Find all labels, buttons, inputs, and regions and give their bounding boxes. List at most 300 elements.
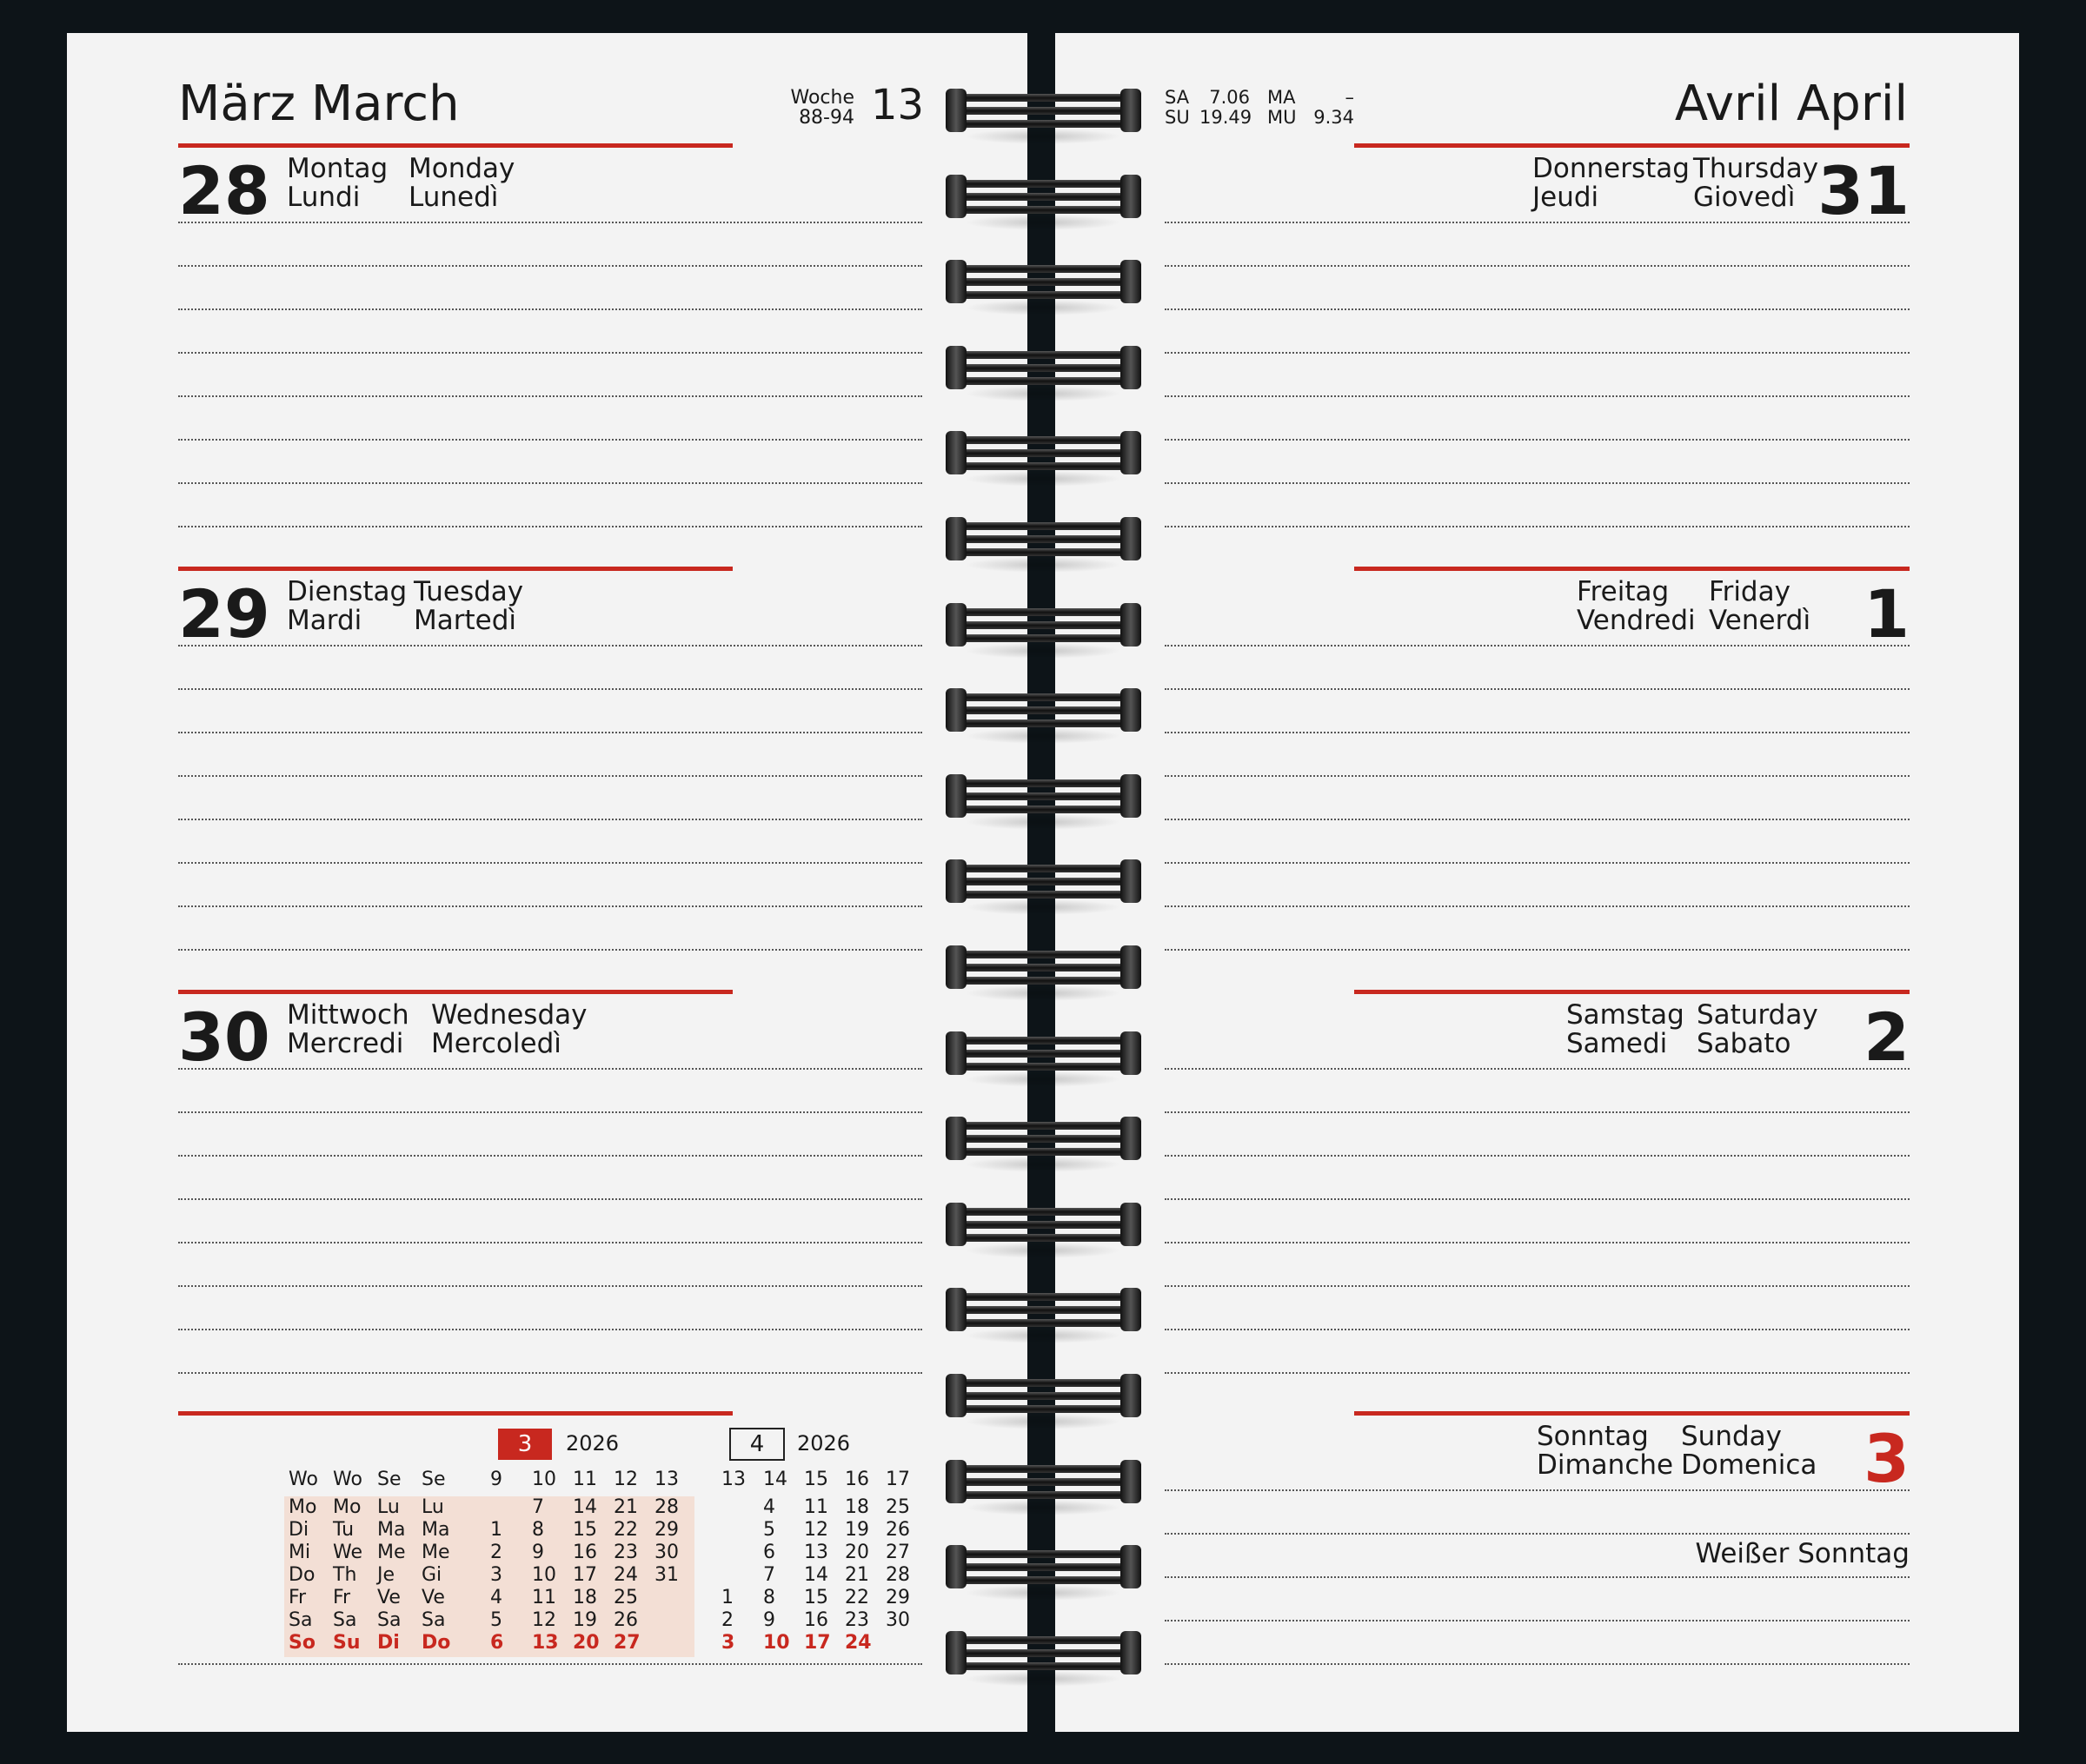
day-name-de: Freitag [1577, 576, 1670, 607]
writing-line [1165, 1533, 1910, 1535]
ring-wire [954, 1576, 1133, 1584]
day-name-en: Monday [409, 153, 515, 184]
ring-cap-right [1120, 1631, 1141, 1674]
calendar-date: 8 [532, 1519, 544, 1541]
ring-wire [954, 462, 1133, 470]
ring-cap-left [946, 346, 967, 389]
calendar-date: 8 [763, 1587, 775, 1608]
ring-wire [954, 1491, 1133, 1499]
calendar-date: 30 [886, 1609, 910, 1631]
writing-line [1165, 222, 1910, 223]
ring-wire [954, 278, 1133, 286]
ring-wire [954, 865, 1133, 872]
calendar-date: 18 [845, 1496, 869, 1518]
ring-wire [954, 291, 1133, 299]
spiral-ring [946, 859, 1141, 903]
writing-line [178, 688, 922, 690]
calendar-weekday-label: Sa [333, 1609, 357, 1631]
ring-cap-left [946, 260, 967, 303]
writing-line [178, 482, 922, 484]
ring-wire [954, 706, 1133, 714]
calendar-weekday-label: Su [333, 1632, 361, 1654]
moon-rise: – [1345, 87, 1354, 108]
calendar-date: 28 [886, 1564, 910, 1586]
ring-cap-left [946, 1374, 967, 1417]
day-number: 28 [178, 152, 270, 229]
ring-wire [954, 1234, 1133, 1242]
calendar-weekday-label: Gi [422, 1564, 442, 1586]
calendar-date: 26 [886, 1519, 910, 1541]
calendar-week-number: 13 [654, 1469, 679, 1490]
calendar-date: 25 [614, 1587, 638, 1608]
calendar-date: 20 [573, 1632, 600, 1654]
calendar-date: 16 [804, 1609, 828, 1631]
day-number: 2 [1863, 998, 1910, 1076]
spiral-ring [946, 688, 1141, 732]
writing-line [178, 308, 922, 310]
calendar-weekday-label: Je [377, 1564, 395, 1586]
spiral-ring [946, 431, 1141, 474]
calendar-date: 14 [804, 1564, 828, 1586]
day-name-it: Lunedì [409, 182, 499, 213]
day-rule [178, 567, 733, 571]
writing-line [1165, 395, 1910, 397]
calendar-header-label: Wo [333, 1469, 362, 1490]
writing-line [1165, 1068, 1910, 1070]
calendar-date: 15 [573, 1519, 597, 1541]
spiral-ring [946, 260, 1141, 303]
calendar-date: 11 [532, 1587, 556, 1608]
week-number: 13 [871, 81, 925, 129]
writing-line [178, 732, 922, 733]
ring-wire [954, 1293, 1133, 1301]
ring-shadow [965, 1328, 1121, 1343]
day-name-it: Domenica [1681, 1449, 1817, 1481]
ring-wire [954, 1662, 1133, 1670]
ring-wire [954, 621, 1133, 629]
ring-wire [954, 120, 1133, 128]
ring-wire [954, 94, 1133, 102]
calendar-date: 1 [721, 1587, 734, 1608]
calendar-weekday-label: Lu [422, 1496, 444, 1518]
ring-shadow [965, 899, 1121, 915]
spiral-ring [946, 1374, 1141, 1417]
month-badge-current: 3 [498, 1429, 552, 1460]
calendar-weekday-label: Tu [333, 1519, 355, 1541]
spiral-ring [946, 1031, 1141, 1075]
ring-shadow [965, 1243, 1121, 1258]
calendar-weekday-label: Mo [333, 1496, 362, 1518]
ring-wire [954, 535, 1133, 543]
calendar-date: 2 [490, 1542, 502, 1563]
day-name-it: Sabato [1697, 1028, 1791, 1059]
calendar-date: 28 [654, 1496, 679, 1518]
sun-label-sa: SA [1165, 87, 1190, 108]
calendar-date: 12 [804, 1519, 828, 1541]
ring-cap-left [946, 517, 967, 560]
writing-line [1165, 1620, 1910, 1621]
calendar-date: 30 [654, 1542, 679, 1563]
ring-cap-left [946, 774, 967, 818]
ring-cap-left [946, 1460, 967, 1503]
calendar-date: 14 [573, 1496, 597, 1518]
calendar-date: 7 [532, 1496, 544, 1518]
ring-shadow [965, 300, 1121, 315]
ring-wire [954, 608, 1133, 616]
ring-wire [954, 1636, 1133, 1644]
calendar-weekday-label: Ma [377, 1519, 406, 1541]
ring-wire [954, 548, 1133, 556]
ring-wire [954, 891, 1133, 899]
spiral-ring [946, 603, 1141, 647]
calendar-week-number: 13 [721, 1469, 746, 1490]
calendar-week-number: 16 [845, 1469, 869, 1490]
day-name-fr: Jeudi [1532, 182, 1599, 213]
spiral-ring [946, 774, 1141, 818]
writing-line [1165, 265, 1910, 267]
writing-line [1165, 482, 1910, 484]
calendar-date: 13 [804, 1542, 828, 1563]
day-name-de: Samstag [1566, 999, 1684, 1031]
calendar-date: 3 [721, 1632, 735, 1654]
writing-line [1165, 439, 1910, 441]
calendar-date: 17 [804, 1632, 831, 1654]
ring-cap-right [1120, 1545, 1141, 1588]
writing-line [178, 1372, 922, 1374]
writing-line [178, 1155, 922, 1157]
month-year-next: 2026 [797, 1431, 851, 1456]
writing-line [178, 1242, 922, 1243]
day-rule [1354, 990, 1910, 994]
writing-line [1165, 352, 1910, 354]
ring-wire [954, 1478, 1133, 1486]
calendar-header-label: Se [422, 1469, 446, 1490]
calendar-week-number: 14 [763, 1469, 787, 1490]
calendar-date: 18 [573, 1587, 597, 1608]
spiral-ring [946, 1631, 1141, 1674]
ring-wire [954, 107, 1133, 115]
ring-shadow [965, 557, 1121, 573]
calendar-date: 10 [763, 1632, 790, 1654]
writing-line [178, 1285, 922, 1287]
calendar-date: 23 [614, 1542, 638, 1563]
calendar-weekday-label: Me [422, 1542, 450, 1563]
calendar-date: 25 [886, 1496, 910, 1518]
day-name-de: Donnerstag [1532, 153, 1690, 184]
calendar-week-number: 15 [804, 1469, 828, 1490]
ring-cap-right [1120, 1460, 1141, 1503]
ring-cap-left [946, 1031, 967, 1075]
ring-cap-right [1120, 1031, 1141, 1075]
sun-set: 19.49 [1199, 107, 1252, 128]
writing-line [178, 265, 922, 267]
ring-cap-left [946, 1288, 967, 1331]
day-name-en: Thursday [1693, 153, 1819, 184]
ring-wire [954, 1063, 1133, 1071]
day-number: 1 [1863, 575, 1910, 653]
ring-wire [954, 351, 1133, 359]
spiral-ring [946, 1117, 1141, 1160]
ring-cap-right [1120, 945, 1141, 989]
calendar-week-number: 12 [614, 1469, 638, 1490]
ring-cap-left [946, 859, 967, 903]
ring-wire [954, 964, 1133, 972]
ring-cap-right [1120, 859, 1141, 903]
ring-shadow [965, 985, 1121, 1001]
calendar-weekday-label: Fr [333, 1587, 351, 1608]
ring-wire [954, 1148, 1133, 1156]
day-name-it: Martedì [414, 605, 517, 636]
ring-cap-right [1120, 688, 1141, 732]
calendar-date: 20 [845, 1542, 869, 1563]
ring-wire [954, 364, 1133, 372]
ring-wire [954, 206, 1133, 214]
ring-cap-right [1120, 260, 1141, 303]
moon-label-ma: MA [1267, 87, 1296, 108]
ring-wire [954, 1135, 1133, 1143]
ring-shadow [965, 1157, 1121, 1172]
ring-cap-left [946, 1545, 967, 1588]
ring-shadow [965, 1671, 1121, 1687]
calendar-date: 16 [573, 1542, 597, 1563]
writing-line [1165, 645, 1910, 647]
ring-cap-left [946, 89, 967, 132]
calendar-weekday-label: Sa [289, 1609, 313, 1631]
calendar-weekday-label: Mi [289, 1542, 311, 1563]
day-name-fr: Mercredi [287, 1028, 404, 1059]
writing-line [178, 439, 922, 441]
writing-line [1165, 1489, 1910, 1491]
calendar-week-number: 11 [573, 1469, 597, 1490]
day-name-en: Wednesday [431, 999, 588, 1031]
calendar-date: 19 [845, 1519, 869, 1541]
ring-wire [954, 806, 1133, 813]
calendar-date: 27 [886, 1542, 910, 1563]
day-name-fr: Dimanche [1537, 1449, 1674, 1481]
ring-wire [954, 377, 1133, 385]
ring-wire [954, 193, 1133, 201]
calendar-date: 3 [490, 1564, 502, 1586]
ring-cap-right [1120, 603, 1141, 647]
spiral-ring [946, 175, 1141, 218]
day-name-en: Saturday [1697, 999, 1818, 1031]
calendar-date: 26 [614, 1609, 638, 1631]
calendar-date: 17 [573, 1564, 597, 1586]
writing-line [1165, 1111, 1910, 1113]
writing-line [1165, 1242, 1910, 1243]
calendar-date: 22 [845, 1587, 869, 1608]
ring-shadow [965, 728, 1121, 744]
ring-cap-right [1120, 1374, 1141, 1417]
spiral-ring [946, 1203, 1141, 1246]
calendar-weekday-label: We [333, 1542, 362, 1563]
calendar-date: 10 [532, 1564, 556, 1586]
day-number: 31 [1817, 152, 1910, 229]
calendar-week-number: 10 [532, 1469, 556, 1490]
calendar-weekday-label: Ma [422, 1519, 450, 1541]
day-name-de: Sonntag [1537, 1421, 1649, 1452]
spiral-ring [946, 1288, 1141, 1331]
writing-line [178, 949, 922, 951]
ring-shadow [965, 386, 1121, 401]
day-rule [178, 143, 733, 148]
calendar-date: 19 [573, 1609, 597, 1631]
writing-line [1165, 1663, 1910, 1665]
writing-line [1165, 732, 1910, 733]
ring-wire [954, 265, 1133, 273]
ring-cap-right [1120, 431, 1141, 474]
writing-line [178, 1068, 922, 1070]
ring-cap-left [946, 1117, 967, 1160]
day-name-fr: Mardi [287, 605, 362, 636]
ring-cap-left [946, 603, 967, 647]
ring-wire [954, 1037, 1133, 1044]
ring-cap-left [946, 1631, 967, 1674]
ring-wire [954, 977, 1133, 985]
writing-line [178, 862, 922, 864]
calendar-date: 29 [654, 1519, 679, 1541]
calendar-date: 24 [614, 1564, 638, 1586]
writing-line [1165, 1155, 1910, 1157]
ring-wire [954, 1122, 1133, 1130]
calendar-date: 23 [845, 1609, 869, 1631]
ring-wire [954, 720, 1133, 727]
ring-cap-right [1120, 89, 1141, 132]
ring-wire [954, 1319, 1133, 1327]
ring-cap-left [946, 175, 967, 218]
calendar-date: 5 [763, 1519, 775, 1541]
ring-wire [954, 634, 1133, 642]
ring-wire [954, 1550, 1133, 1558]
calendar-date: 15 [804, 1587, 828, 1608]
calendar-weekday-label: Ve [422, 1587, 445, 1608]
spiral-ring [946, 346, 1141, 389]
ring-wire [954, 522, 1133, 530]
writing-line [1165, 905, 1910, 907]
calendar-week-number: 9 [490, 1469, 502, 1490]
ring-wire [954, 1563, 1133, 1571]
ring-cap-left [946, 945, 967, 989]
ring-wire [954, 449, 1133, 457]
ring-wire [954, 1208, 1133, 1216]
ring-cap-right [1120, 1203, 1141, 1246]
spiral-ring [946, 89, 1141, 132]
day-name-it: Giovedì [1693, 182, 1796, 213]
calendar-date: 21 [845, 1564, 869, 1586]
ring-cap-right [1120, 175, 1141, 218]
ring-shadow [965, 215, 1121, 230]
calendar-week-number: 17 [886, 1469, 910, 1490]
day-number: 30 [178, 998, 270, 1076]
calendar-date: 11 [804, 1496, 828, 1518]
ring-wire [954, 1392, 1133, 1400]
ring-shadow [965, 1585, 1121, 1601]
writing-line [178, 1111, 922, 1113]
calendar-bottom-line [178, 1663, 922, 1665]
day-rule [1354, 567, 1910, 571]
calendar-date: 29 [886, 1587, 910, 1608]
ring-wire [954, 1306, 1133, 1314]
writing-line [178, 1329, 922, 1330]
calendar-weekday-label: Do [289, 1564, 316, 1586]
calendar-date: 1 [490, 1519, 502, 1541]
week-label: Woche [790, 87, 854, 109]
writing-line [1165, 308, 1910, 310]
ring-shadow [965, 471, 1121, 487]
ring-wire [954, 436, 1133, 444]
writing-line [1165, 688, 1910, 690]
writing-line [178, 645, 922, 647]
calendar-date: 5 [490, 1609, 502, 1631]
sun-rise: 7.06 [1209, 87, 1250, 108]
ring-cap-right [1120, 346, 1141, 389]
ring-cap-right [1120, 517, 1141, 560]
day-name-de: Montag [287, 153, 389, 184]
sun-label-su: SU [1165, 107, 1190, 128]
day-rule [178, 990, 733, 994]
calendar-date: 7 [763, 1564, 775, 1586]
month-year-current: 2026 [566, 1431, 620, 1456]
calendar-weekday-label: Lu [377, 1496, 400, 1518]
ring-shadow [965, 643, 1121, 659]
ring-wire [954, 951, 1133, 958]
ring-wire [954, 878, 1133, 885]
day-name-fr: Samedi [1566, 1028, 1668, 1059]
sunday-note: Weißer Sonntag [1695, 1538, 1910, 1569]
moon-label-mu: MU [1267, 107, 1297, 128]
calendar-date: 12 [532, 1609, 556, 1631]
writing-line [178, 395, 922, 397]
calendar-weekday-label: Di [289, 1519, 309, 1541]
calendar-date: 4 [490, 1587, 502, 1608]
calendar-date: 27 [614, 1632, 641, 1654]
day-name-it: Venerdì [1709, 605, 1811, 636]
left-month-title: März March [178, 76, 460, 132]
writing-line [178, 905, 922, 907]
calendar-date: 9 [763, 1609, 775, 1631]
moon-set: 9.34 [1313, 107, 1354, 128]
ring-wire [954, 1649, 1133, 1657]
day-name-en: Friday [1709, 576, 1790, 607]
writing-line [1165, 775, 1910, 777]
day-rule [1354, 143, 1910, 148]
calendar-weekday-label: Mo [289, 1496, 317, 1518]
calendar-date: 6 [490, 1632, 504, 1654]
calendar-weekday-label: Th [333, 1564, 357, 1586]
day-name-en: Tuesday [414, 576, 524, 607]
spiral-ring [946, 1460, 1141, 1503]
ring-cap-right [1120, 774, 1141, 818]
calendar-date: 31 [654, 1564, 679, 1586]
ring-wire [954, 792, 1133, 800]
ring-shadow [965, 1071, 1121, 1087]
ring-cap-right [1120, 1117, 1141, 1160]
calendar-header-label: Se [377, 1469, 402, 1490]
calendar-date: 22 [614, 1519, 638, 1541]
writing-line [1165, 1372, 1910, 1374]
writing-line [1165, 1576, 1910, 1578]
writing-line [1165, 1198, 1910, 1200]
calendar-weekday-label: Ve [377, 1587, 401, 1608]
day-name-de: Mittwoch [287, 999, 409, 1031]
ring-shadow [965, 814, 1121, 830]
ring-wire [954, 779, 1133, 787]
writing-line [178, 775, 922, 777]
calendar-date: 13 [532, 1632, 559, 1654]
spiral-ring [946, 1545, 1141, 1588]
calendar-weekday-label: Do [422, 1632, 451, 1654]
calendar-weekday-label: So [289, 1632, 316, 1654]
